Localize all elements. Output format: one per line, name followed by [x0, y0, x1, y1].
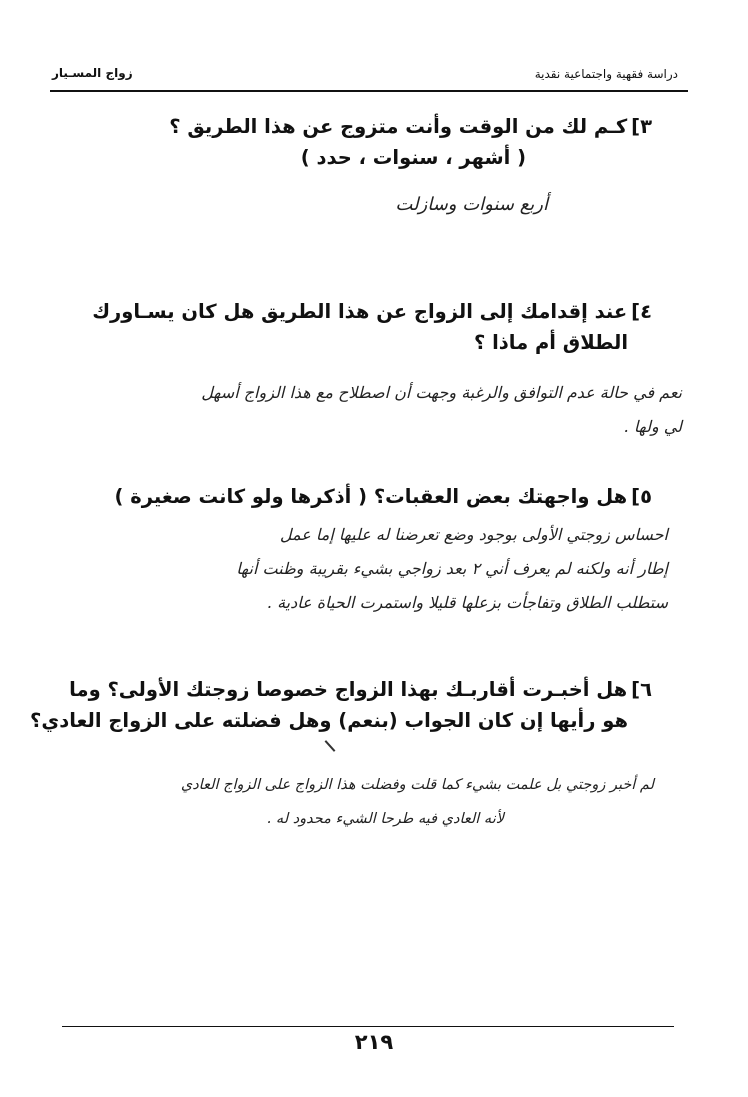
answer-3	[395, 188, 548, 222]
header-subtitle: دراسة فقهية واجتماعية نقدية	[534, 67, 678, 81]
answer-line: احساس زوجتي الأولى بوجود وضع تعرضنا له عليها إما عمل	[279, 525, 668, 544]
answer-line: نعم في حالة عدم التوافق والرغبة وجهت أن اصطلاح مع هذا الزواج أسهل	[201, 383, 682, 402]
answer-line: لم أخبر زوجتي بل علمت بشيء كما قلت وفضلت هذا الزواج على الزواج العادي	[180, 777, 654, 793]
question-text: عند إقدامك إلى الزواج عن هذا الطريق هل كان يسـاورك	[92, 300, 628, 323]
answer-line: أربع سنوات وسازلت	[395, 194, 548, 215]
question-text: هل واجهتك بعض العقبات؟ ( أذكرها ولو كانت صغيرة )	[114, 485, 628, 508]
answer-line: لي ولها .	[623, 417, 682, 436]
question-6-line-2: هو رأيها إن كان الجواب (بنعم) وهل فضلته على الزواج العادي؟	[30, 709, 628, 732]
question-4	[92, 296, 652, 358]
question-5-line-1	[115, 481, 652, 512]
footer-rule	[62, 1026, 674, 1027]
header-book-title: زواج المسـيار	[52, 66, 133, 80]
question-4-line-1	[92, 296, 652, 327]
answer-line: إطار أنه ولكنه لم يعرف أني ٢ بعد زواجي بشيء بقريبة وظنت أنها	[236, 559, 668, 578]
question-3-line-1	[169, 111, 652, 142]
question-4-line-2: الطلاق أم ماذا ؟	[474, 331, 628, 354]
answer-line: ستطلب الطلاق وتفاجأت بزعلها قليلا واستمرت الحياة عادية .	[266, 593, 668, 612]
question-number: ٦]	[631, 678, 652, 701]
answer-4	[82, 376, 682, 444]
question-number: ٤]	[631, 300, 652, 323]
question-6	[30, 674, 652, 736]
question-text: كـم لك من الوقت وأنت متزوج عن هذا الطريق ؟	[169, 115, 628, 138]
question-text: هل أخبـرت أقاربـك بهذا الزواج خصوصا زوجتك الأولى؟ وما	[69, 678, 628, 701]
page-number: ٢١٩	[354, 1030, 394, 1054]
question-number: ٣]	[631, 115, 652, 138]
question-3	[169, 111, 652, 173]
question-number: ٥]	[631, 485, 652, 508]
answer-5	[68, 518, 668, 620]
answer-6	[54, 768, 654, 836]
header-rule	[50, 90, 688, 92]
question-3-line-2: ( أشهر ، سنوات ، حدد )	[300, 146, 526, 169]
handwritten-mark	[325, 740, 336, 752]
answer-line: لأنه العادي فيه طرحا الشيء محدود له .	[266, 811, 504, 827]
question-6-line-1	[30, 674, 652, 705]
question-5	[115, 481, 652, 512]
